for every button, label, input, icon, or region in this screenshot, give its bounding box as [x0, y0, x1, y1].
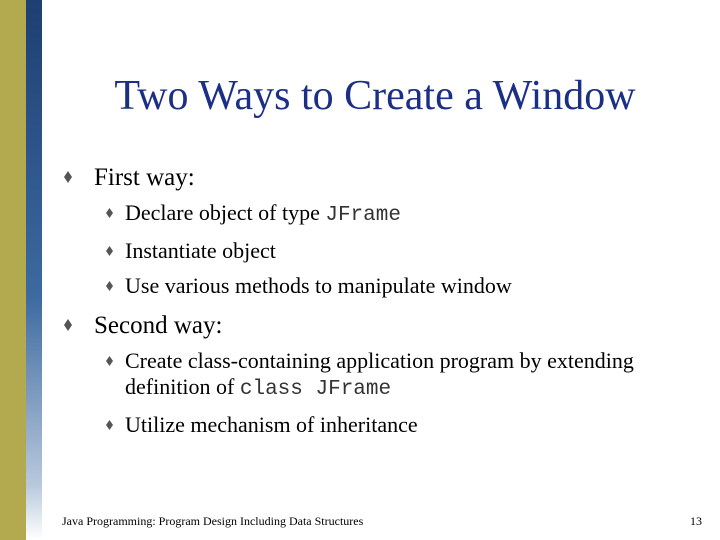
diamond-bullet-icon [106, 356, 113, 366]
item-text: Utilize mechanism of inheritance [125, 412, 418, 437]
diamond-bullet-icon [106, 246, 113, 256]
diamond-bullet-icon [106, 208, 113, 218]
first-way-subitems [106, 200, 704, 299]
footer-course-title: Java Programming: Program Design Including Data Structures [62, 514, 364, 528]
page-number: 13 [690, 514, 702, 528]
second-way-label: Second way: [94, 312, 223, 339]
list-item [106, 200, 704, 229]
bullet-first-way [64, 160, 704, 196]
diamond-bullet-icon [106, 281, 113, 291]
list-item [106, 412, 704, 438]
second-way-subitems [106, 348, 704, 438]
item-text: Instantiate object [125, 238, 276, 263]
left-olive-bar [0, 0, 26, 540]
diamond-bullet-icon [64, 171, 72, 183]
item-code: JFrame [325, 204, 401, 227]
first-way-label: First way: [94, 164, 195, 191]
item-text: Use various methods to manipulate window [125, 273, 512, 298]
item-text: Create class-containing application program by extending definition of [125, 348, 634, 399]
left-blue-bar [26, 0, 42, 540]
list-item [106, 273, 704, 299]
list-item [106, 348, 704, 403]
diamond-bullet-icon [106, 420, 113, 430]
diamond-bullet-icon [64, 319, 72, 331]
list-item [106, 238, 704, 264]
slide-title: Two Ways to Create a Window [114, 73, 636, 119]
bullet-second-way [64, 308, 704, 344]
item-text: Declare object of type [125, 200, 326, 225]
item-code: class JFrame [239, 378, 392, 401]
slide-content [64, 160, 704, 447]
